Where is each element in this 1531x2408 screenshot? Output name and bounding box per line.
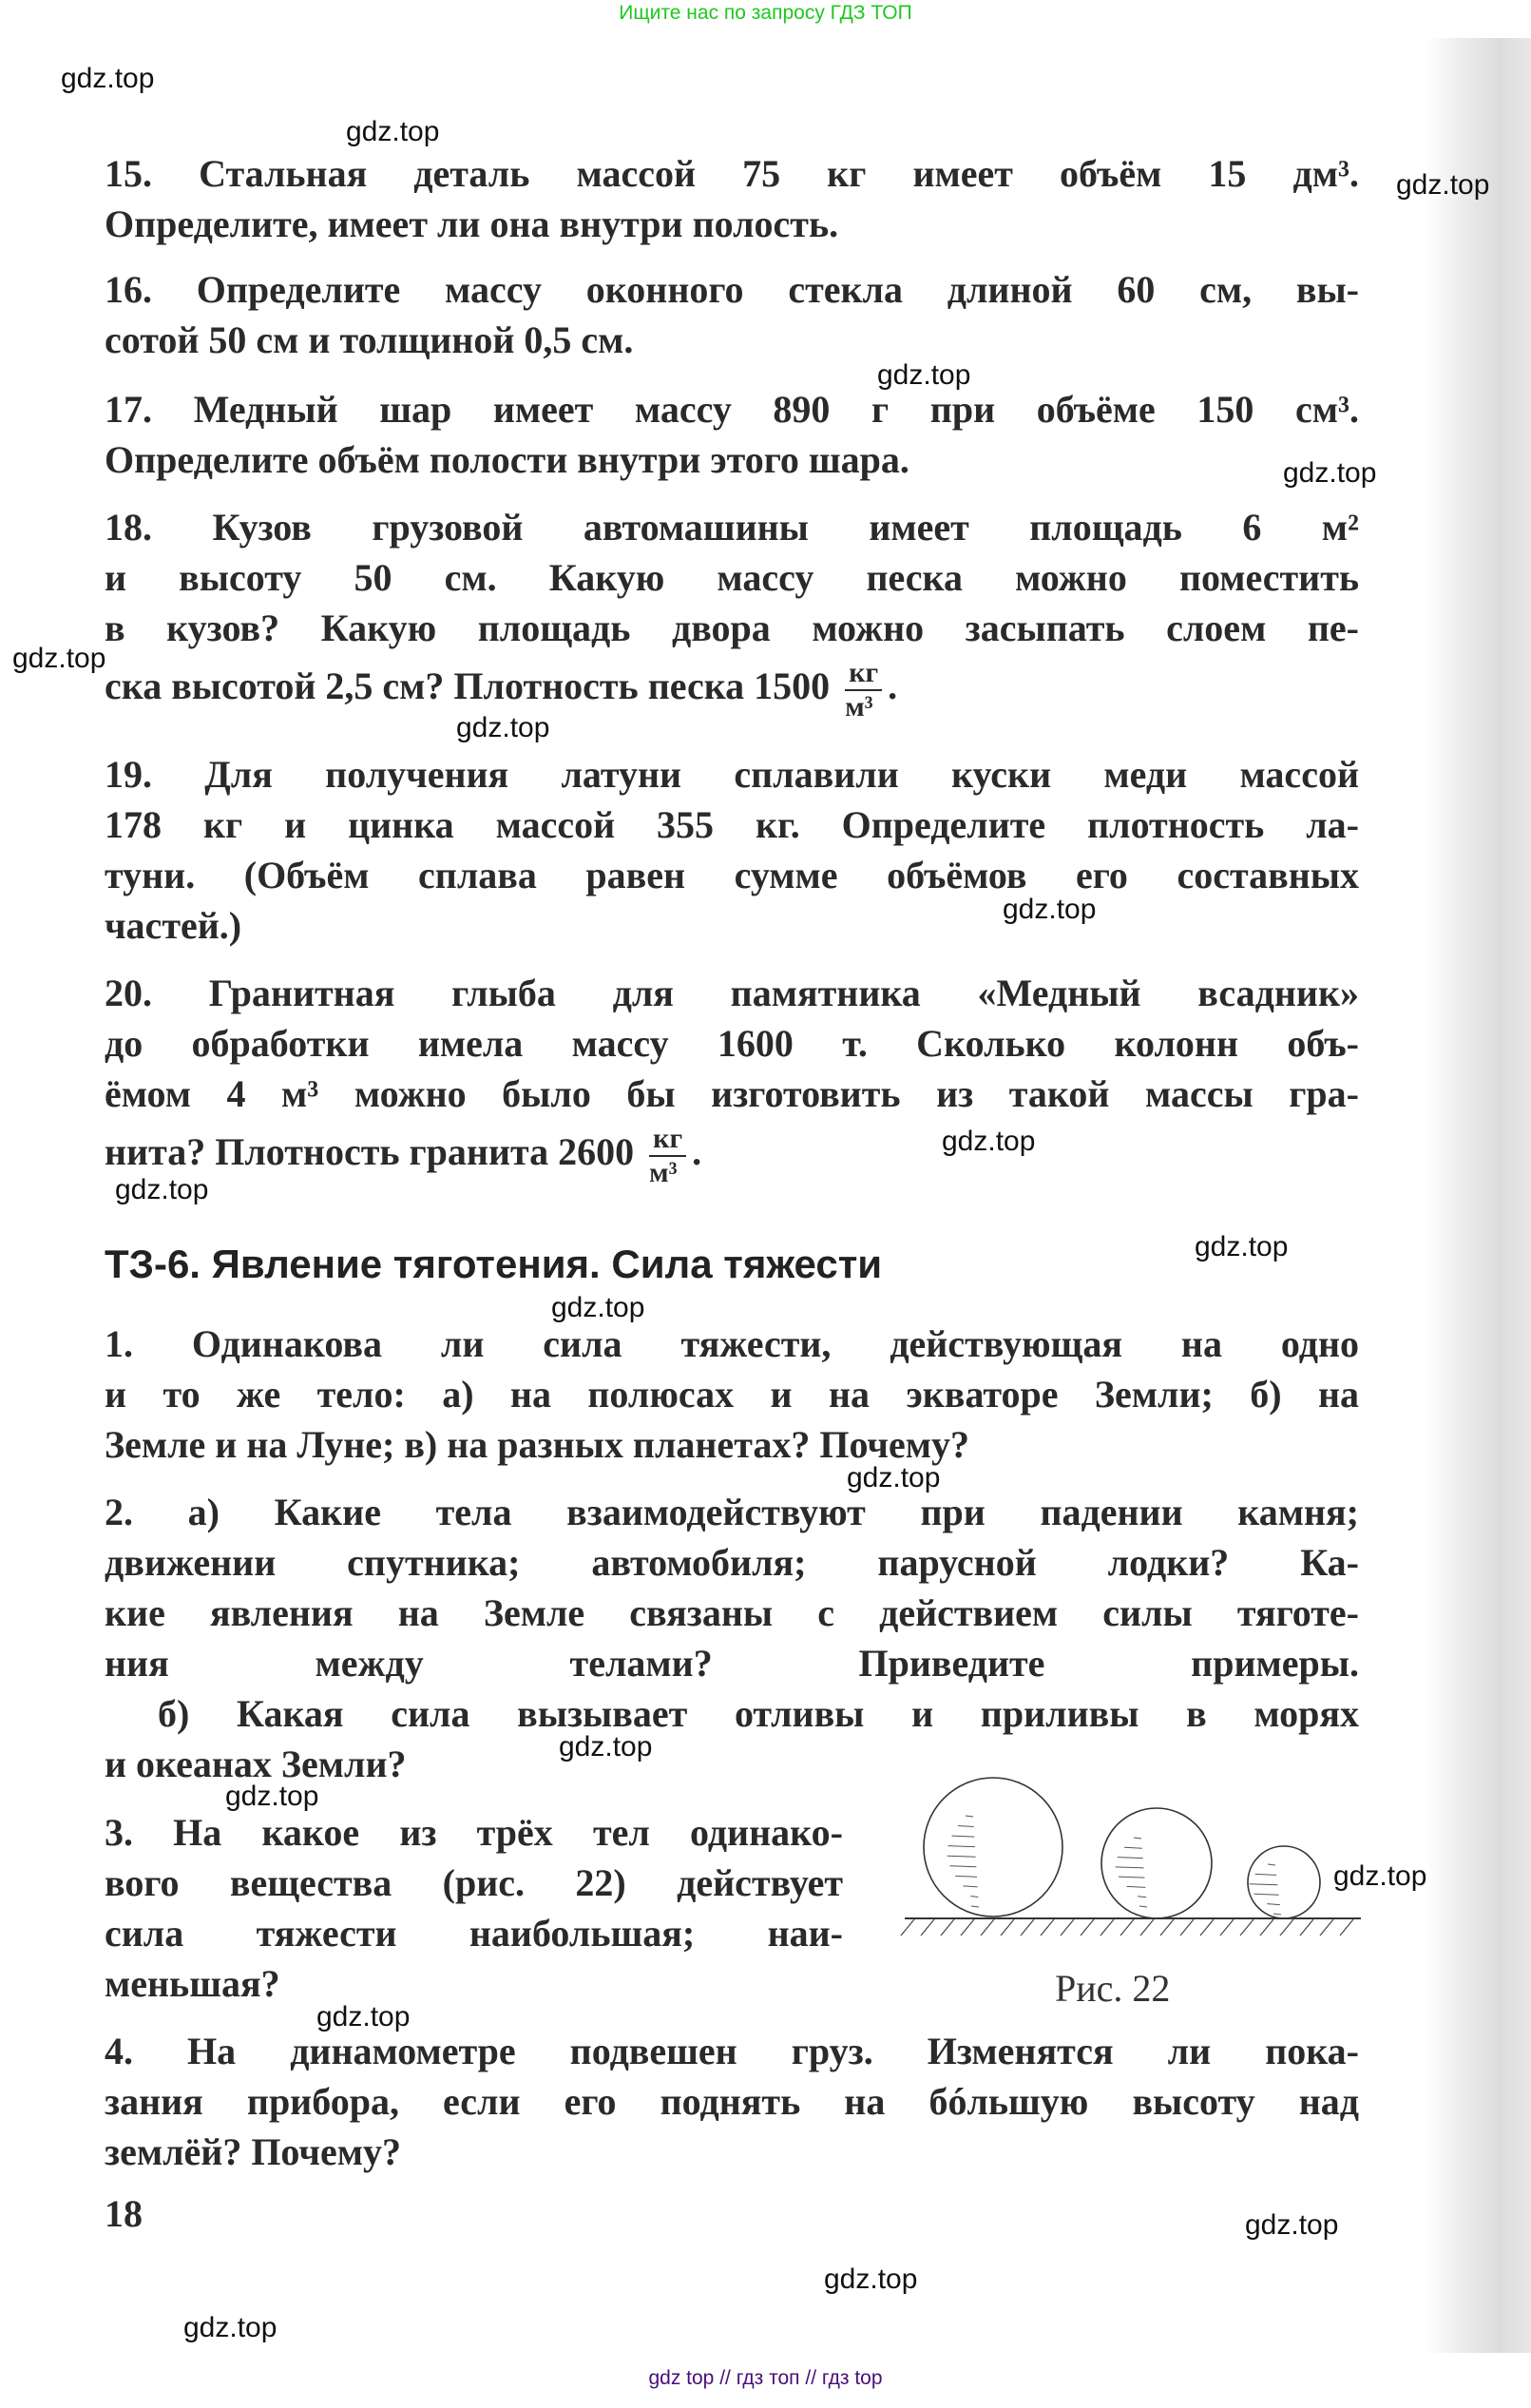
text-line: Определите, имеет ли она внутри полость. [105, 202, 839, 245]
small-ball [1248, 1846, 1320, 1918]
watermark-link[interactable]: gdz.top [346, 116, 440, 147]
watermark-link[interactable]: gdz.top [942, 1126, 1036, 1157]
text-line: вого вещества (рис. 22) действует [105, 1861, 843, 1904]
text-line: 20. Гранитная глыба для памятника «Медный всадник» [105, 972, 1359, 1014]
text-line: зания прибора, если его поднять на бóльшую высоту над [105, 2080, 1359, 2123]
watermark-link[interactable]: gdz.top [61, 63, 155, 94]
watermark-link[interactable]: gdz.top [877, 359, 971, 391]
section-heading: ТЗ-6. Явление тяготения. Сила тяжести [105, 1242, 883, 1286]
hatch-mark [961, 1919, 974, 1936]
watermark-link[interactable]: gdz.top [1195, 1231, 1289, 1262]
problem [105, 749, 1359, 951]
shading-stroke [1139, 1906, 1147, 1907]
text-line: меньшая? [105, 1962, 280, 2005]
text-line: ёмом 4 м³ можно было бы изготовить из такой массы гра- [105, 1072, 1359, 1115]
fraction-numerator: кг [649, 1123, 686, 1157]
shading-stroke [1138, 1897, 1146, 1898]
text-line: и то же тело: а) на полюсах и на экваторе Земли; б) на [105, 1373, 1359, 1416]
shading-stroke [947, 1856, 976, 1857]
text-line: кие явления на Земле связаны с действием силы тяготе- [105, 1591, 1359, 1634]
shading-stroke [947, 1846, 975, 1847]
problem [105, 148, 1359, 249]
hatch-mark [1200, 1919, 1214, 1936]
problem [105, 1487, 1359, 1789]
watermark-link[interactable]: gdz.top [1333, 1860, 1427, 1892]
page-edge-shadow [1426, 38, 1531, 2353]
hatch-mark [1340, 1919, 1353, 1936]
text-line: сотой 50 см и толщиной 0,5 см. [105, 318, 634, 361]
problem [105, 968, 1359, 1188]
hatch-mark [1160, 1919, 1174, 1936]
watermark-link[interactable]: gdz.top [456, 712, 550, 743]
hatch-mark [1081, 1919, 1094, 1936]
hatch-mark [1220, 1919, 1234, 1936]
watermark-link[interactable]: gdz.top [559, 1731, 653, 1763]
hatch-mark [941, 1919, 954, 1936]
problem [105, 1807, 843, 2009]
ground-hatching [901, 1919, 1353, 1936]
text-line: до обработки имела массу 1600 т. Сколько колонн объ- [105, 1022, 1359, 1065]
watermark-link[interactable]: gdz.top [1245, 2209, 1339, 2241]
medium-ball [1101, 1808, 1212, 1918]
hatch-mark [1021, 1919, 1034, 1936]
text-line: туни. (Объём сплава равен сумме объёмов его составных [105, 854, 1359, 896]
hatch-mark [1280, 1919, 1293, 1936]
watermark-link[interactable]: gdz.top [12, 643, 106, 674]
shading-stroke [1116, 1867, 1144, 1868]
shading-stroke [1268, 1864, 1275, 1865]
shading-stroke [1127, 1886, 1146, 1887]
watermark-link[interactable]: gdz.top [115, 1174, 209, 1205]
hatch-mark [1041, 1919, 1054, 1936]
unit-fraction [649, 1123, 686, 1189]
hatch-mark [901, 1919, 914, 1936]
text-line: 2. а) Какие тела взаимодействуют при падении камня; [105, 1491, 1359, 1533]
hatch-mark [1180, 1919, 1194, 1936]
text-line: движении спутника; автомобиля; парусной лодки? Ка- [105, 1541, 1359, 1584]
problem [105, 502, 1359, 722]
hatch-mark [981, 1919, 994, 1936]
shading-stroke [1124, 1847, 1142, 1848]
text-line: сила тяжести наибольшая; наи- [105, 1912, 843, 1955]
text-line: ния между телами? Приведите примеры. [105, 1642, 1359, 1685]
shading-stroke [952, 1836, 975, 1837]
shading-stroke [1255, 1874, 1277, 1875]
text-line: 1. Одинакова ли сила тяжести, действующая на одно [105, 1322, 1359, 1365]
watermark-link[interactable]: gdz.top [316, 2001, 411, 2032]
hatch-mark [1001, 1919, 1014, 1936]
fraction-denominator: м³ [649, 1156, 678, 1188]
watermark-link[interactable]: gdz.top [1283, 457, 1377, 489]
text-line: 178 кг и цинка массой 355 кг. Определите плотность ла- [105, 803, 1359, 846]
text-line [105, 1119, 1359, 1188]
line-text: нита? Плотность гранита 2600 [105, 1130, 635, 1173]
problem [105, 2026, 1359, 2177]
text-line: и океанах Земли? [105, 1743, 407, 1785]
watermark-link[interactable]: gdz.top [847, 1462, 941, 1493]
shading-stroke [1134, 1838, 1141, 1839]
hatch-mark [1100, 1919, 1114, 1936]
text-line: землёй? Почему? [105, 2130, 401, 2173]
line-text: . [888, 665, 898, 707]
shading-stroke [966, 1816, 973, 1817]
shading-stroke [964, 1886, 978, 1887]
top-banner[interactable]: Ищите нас по запросу ГДЗ ТОП [619, 2, 912, 24]
fraction-denominator: м³ [845, 690, 873, 722]
unit-fraction [845, 657, 882, 723]
shading-stroke [1273, 1914, 1281, 1915]
text-line: частей.) [105, 904, 242, 947]
watermark-link[interactable]: gdz.top [1396, 169, 1490, 201]
text-line: 3. На какое из трёх тел одинако- [105, 1811, 843, 1854]
text-line: б) Какая сила вызывает отливы и приливы в морях [158, 1692, 1359, 1735]
text-line: Определите объём полости внутри этого шара. [105, 438, 909, 481]
hatch-mark [1320, 1919, 1333, 1936]
watermark-link[interactable]: gdz.top [1003, 894, 1097, 925]
problem [105, 384, 1359, 485]
hatch-mark [1260, 1919, 1273, 1936]
text-line: 16. Определите массу оконного стекла длиной 60 см, вы- [105, 268, 1359, 311]
hatch-mark [1240, 1919, 1254, 1936]
text-line: 17. Медный шар имеет массу 890 г при объёме 150 см³. [105, 388, 1359, 431]
figure-caption: Рис. 22 [1055, 1967, 1171, 2010]
shading-stroke [1119, 1877, 1144, 1878]
shading-stroke [1254, 1894, 1278, 1895]
text-line: в кузов? Какую площадь двора можно засыпать слоем пе- [105, 607, 1359, 649]
text-line: 18. Кузов грузовой автомашины имеет площадь 6 м² [105, 506, 1359, 549]
shading-stroke [1250, 1884, 1278, 1885]
hatch-mark [921, 1919, 934, 1936]
problem [105, 1319, 1359, 1470]
ball-shading [947, 1816, 1281, 1915]
page-number: 18 [105, 2192, 143, 2235]
hatch-mark [1300, 1919, 1313, 1936]
text-line: 4. На динамометре подвешен груз. Изменятся ли пока- [105, 2030, 1359, 2072]
watermark-link[interactable]: gdz.top [225, 1781, 319, 1812]
shading-stroke [1118, 1858, 1143, 1859]
hatch-mark [1061, 1919, 1074, 1936]
hatch-mark [1140, 1919, 1154, 1936]
text-line: 19. Для получения латуни сплавили куски меди массой [105, 753, 1359, 796]
shading-stroke [949, 1866, 976, 1867]
shading-stroke [955, 1876, 977, 1877]
text-line: 15. Стальная деталь массой 75 кг имеет объём 15 дм³. [105, 152, 1359, 195]
line-text: ска высотой 2,5 см? Плотность песка 1500 [105, 665, 831, 707]
shading-stroke [1267, 1904, 1279, 1905]
line-text: . [692, 1130, 702, 1173]
watermark-link[interactable]: gdz.top [824, 2264, 918, 2295]
shading-stroke [970, 1896, 978, 1897]
fraction-numerator: кг [845, 657, 882, 691]
shading-stroke [971, 1906, 979, 1907]
text-line [105, 653, 1359, 722]
text-line: Земле и на Луне; в) на разных планетах? Почему? [105, 1423, 969, 1466]
text-line: и высоту 50 см. Какую массу песка можно поместить [105, 556, 1359, 599]
bottom-footer[interactable]: gdz top // гдз топ // гдз top [648, 2367, 883, 2389]
large-ball [924, 1778, 1062, 1917]
watermark-link[interactable]: gdz.top [551, 1292, 645, 1323]
problem [105, 264, 1359, 365]
hatch-mark [1120, 1919, 1134, 1936]
shading-stroke [958, 1826, 974, 1827]
watermark-link[interactable]: gdz.top [183, 2312, 277, 2343]
